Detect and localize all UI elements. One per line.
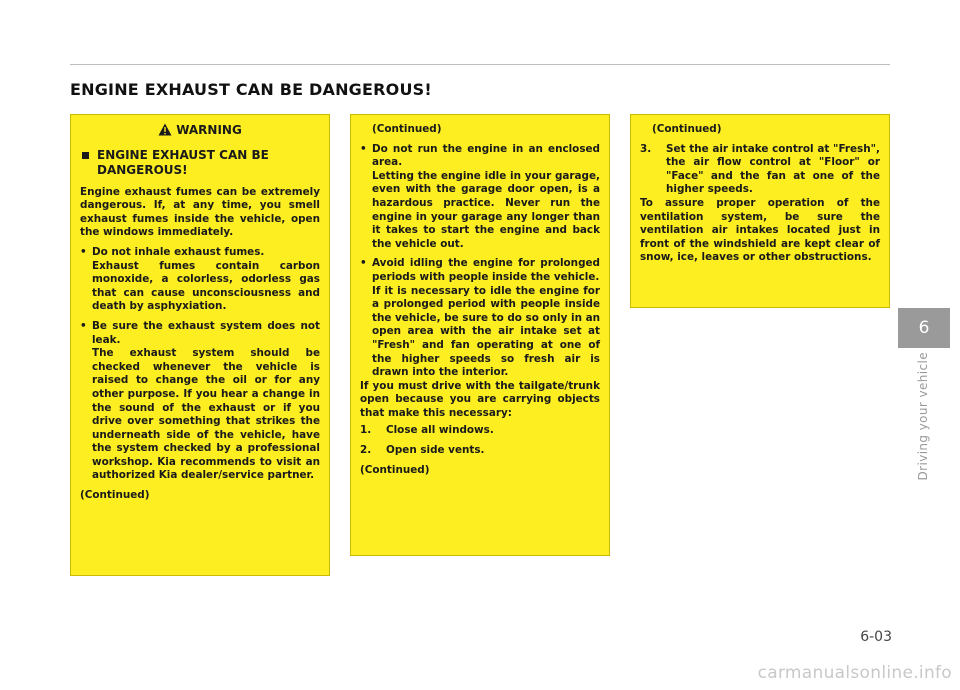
- bullet-lead: Be sure the exhaust system does not leak.: [92, 319, 320, 346]
- continued-label: (Continued): [360, 463, 430, 476]
- step-text: Set the air intake control at "Fresh", the air flow control at "Floor" or "Face" and the fan at one of the higher speeds.: [666, 142, 880, 196]
- chapter-label: Driving your vehicle: [916, 352, 930, 481]
- continued-label: (Continued): [372, 123, 442, 135]
- title-divider: [70, 64, 890, 65]
- bullet-lead: Do not inhale exhaust fumes.: [92, 245, 265, 258]
- bullet-dot-icon: •: [80, 319, 87, 332]
- bullet-text: If it is necessary to idle the engine for a prolonged period with people inside the vehicle, be sure to do so only in an open area with the air intake set at "Fresh" and fan operating at one of the higher speeds so fresh air is drawn into the interior.: [372, 284, 600, 379]
- warning-label: WARNING: [176, 123, 242, 137]
- ventilation-text: To assure proper operation of the ventilation system, be sure the ventilation air intakes located just in front of the windshield are kept clear of snow, ice, leaves or other obstructions.: [640, 196, 880, 264]
- page-number: 6-03: [860, 629, 892, 645]
- bullet-text: Exhaust fumes contain carbon monoxide, a colorless, odorless gas that can cause unconsciousness and death by asphyxiation.: [92, 259, 320, 313]
- warning-intro: Engine exhaust fumes can be extremely dangerous. If, at any time, you smell exhaust fumes inside the vehicle, open the windows immediately.: [80, 185, 320, 239]
- bullet-item: [80, 320, 320, 483]
- step-number: 2.: [360, 444, 372, 457]
- bullet-lead: Do not run the engine in an enclosed area.: [372, 142, 600, 169]
- bullet-item: [80, 246, 320, 314]
- bullet-dot-icon: •: [80, 245, 87, 258]
- warning-box-column-3: [630, 114, 890, 308]
- step-number: 1.: [360, 424, 372, 437]
- bullet-dot-icon: •: [360, 257, 367, 270]
- warning-header: [80, 123, 320, 140]
- step-number: 3.: [640, 142, 652, 155]
- warning-heading-text: ENGINE EXHAUST CAN BE DANGEROUS!: [97, 147, 269, 177]
- bullet-dot-icon: •: [360, 142, 367, 155]
- step-text: Close all windows.: [386, 424, 494, 437]
- bullet-item: [360, 257, 600, 379]
- bullet-text: Letting the engine idle in your garage, even with the garage door open, is a hazardous practice. Never run the engine in your garage any longer than it takes to start the engine and back the vehicle out.: [372, 169, 600, 250]
- step-item: [640, 143, 880, 197]
- bullet-text: The exhaust system should be checked whenever the vehicle is raised to change the oil or for any other purpose. If you hear a change in the sound of the exhaust or if you drive over something that strikes the underneath side of the vehicle, have the system checked by a professional workshop. Kia recommends to visit an authorized Kia dealer/service partner.: [92, 347, 320, 482]
- bullet-lead: Avoid idling the engine for prolonged periods with people inside the vehicle.: [372, 257, 600, 283]
- chapter-tab: 6: [898, 308, 950, 348]
- step-item: [360, 424, 600, 438]
- warning-box-column-1: [70, 114, 330, 576]
- warning-triangle-icon: [158, 123, 172, 140]
- continued-label: (Continued): [652, 123, 722, 135]
- warning-subheading: [80, 148, 320, 178]
- bullet-item: [360, 143, 600, 252]
- warning-box-column-2: [350, 114, 610, 556]
- square-bullet-icon: [82, 152, 89, 159]
- watermark: carmanualsonline.info: [757, 663, 952, 683]
- step-text: Open side vents.: [386, 444, 485, 457]
- step-item: [360, 444, 600, 458]
- continued-label: (Continued): [80, 489, 150, 502]
- tailgate-text: If you must drive with the tailgate/trunk open because you are carrying objects that make this necessary:: [360, 379, 600, 419]
- page-title: ENGINE EXHAUST CAN BE DANGEROUS!: [70, 80, 432, 99]
